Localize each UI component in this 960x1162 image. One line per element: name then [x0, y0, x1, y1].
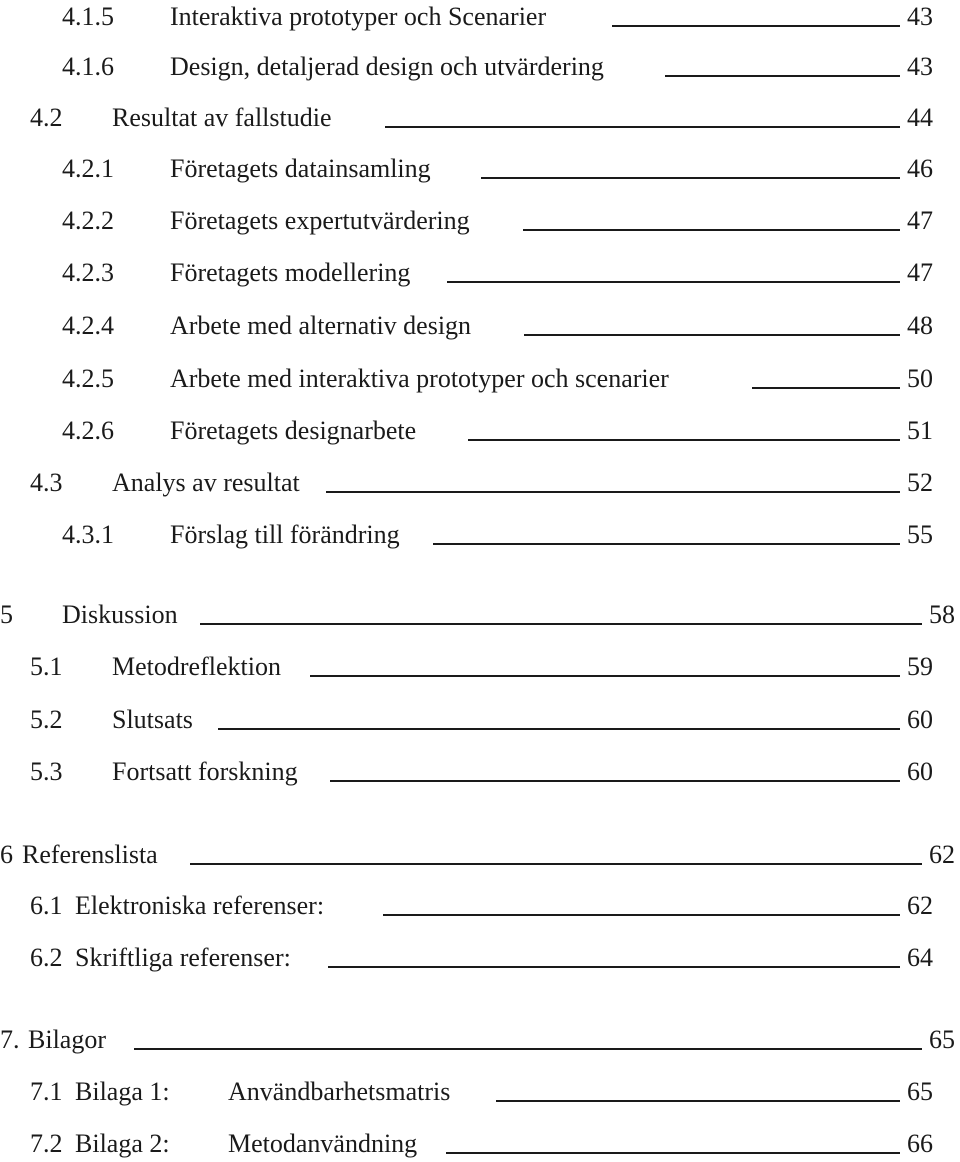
toc-entry-title: Design, detaljerad design och utvärdering — [170, 52, 604, 81]
toc-leader-line — [468, 439, 900, 441]
toc-leader-line — [218, 728, 900, 730]
toc-entry-number: 4.2 — [30, 103, 63, 132]
toc-entry-number: 5 — [0, 600, 13, 629]
toc-entry-title: Fortsatt forskning — [112, 757, 298, 786]
toc-entry-title: Företagets datainsamling — [170, 154, 431, 183]
toc-entry-number: 4.2.5 — [62, 364, 114, 393]
toc-entry-title: Bilaga 1: — [75, 1077, 170, 1106]
toc-leader-line — [328, 966, 900, 968]
toc-leader-line — [752, 387, 900, 389]
toc-entry-number: 7.2 — [30, 1129, 63, 1158]
toc-entry[interactable] — [0, 838, 960, 872]
toc-entry-number: 5.3 — [30, 757, 63, 786]
toc-entry[interactable] — [0, 362, 960, 396]
toc-entry-number: 4.2.3 — [62, 258, 114, 287]
toc-leader-line — [524, 334, 900, 336]
toc-entry-number: 6.2 — [30, 943, 63, 972]
toc-entry-page-number: 65 — [907, 1077, 933, 1106]
toc-leader-line — [310, 675, 900, 677]
toc-entry[interactable] — [0, 50, 960, 84]
toc-entry[interactable] — [0, 941, 960, 975]
toc-entry-number: 4.3.1 — [62, 520, 114, 549]
toc-entry[interactable] — [0, 755, 960, 789]
toc-entry-title: Analys av resultat — [112, 468, 300, 497]
toc-entry-number: 5.1 — [30, 652, 63, 681]
toc-leader-line — [330, 780, 900, 782]
toc-leader-line — [200, 623, 922, 625]
toc-entry-number: 4.2.6 — [62, 416, 114, 445]
toc-entry-page-number: 66 — [907, 1129, 933, 1158]
toc-entry-number: 4.1.5 — [62, 2, 114, 31]
toc-entry-page-number: 55 — [907, 520, 933, 549]
toc-leader-line — [447, 281, 900, 283]
toc-entry[interactable] — [0, 1023, 960, 1057]
toc-entry-title: Arbete med alternativ design — [170, 311, 472, 340]
toc-entry-title: Bilagor — [28, 1025, 106, 1054]
toc-entry-title: Diskussion — [62, 600, 178, 629]
toc-leader-line — [665, 75, 900, 77]
toc-entry-page-number: 46 — [907, 154, 933, 183]
toc-entry[interactable] — [0, 0, 960, 34]
toc-leader-line — [385, 126, 900, 128]
toc-entry-title: Företagets modellering — [170, 258, 411, 287]
toc-entry-title: Referenslista — [22, 840, 158, 869]
toc-entry-number: 6 — [0, 840, 13, 869]
toc-entry-page-number: 59 — [907, 652, 933, 681]
toc-leader-line — [433, 543, 900, 545]
toc-entry-page-number: 64 — [907, 943, 933, 972]
toc-entry[interactable] — [0, 466, 960, 500]
toc-entry-number: 4.3 — [30, 468, 63, 497]
toc-entry-title: Förslag till förändring — [170, 520, 400, 549]
toc-entry-page-number: 62 — [929, 840, 955, 869]
toc-entry-page-number: 44 — [907, 103, 933, 132]
toc-entry-title: Bilaga 2: — [75, 1129, 170, 1158]
toc-entry-title: Elektroniska referenser: — [75, 891, 325, 920]
toc-entry-title: Företagets designarbete — [170, 416, 417, 445]
toc-entry-title: Resultat av fallstudie — [112, 103, 332, 132]
toc-entry-number: 4.2.1 — [62, 154, 114, 183]
toc-entry-title: Skriftliga referenser: — [75, 943, 291, 972]
toc-entry[interactable] — [0, 309, 960, 343]
toc-entry[interactable] — [0, 598, 960, 632]
toc-entry[interactable] — [0, 101, 960, 135]
toc-entry-subtitle: Metodanvändning — [228, 1129, 418, 1158]
toc-leader-line — [496, 1100, 900, 1102]
toc-entry-page-number: 43 — [907, 2, 933, 31]
toc-entry-number: 6.1 — [30, 891, 63, 920]
toc-entry-number: 4.2.2 — [62, 206, 114, 235]
toc-leader-line — [446, 1152, 900, 1154]
toc-entry-page-number: 47 — [907, 206, 933, 235]
toc-entry[interactable] — [0, 414, 960, 448]
toc-entry[interactable] — [0, 703, 960, 737]
toc-entry[interactable] — [0, 1127, 960, 1161]
toc-leader-line — [190, 863, 922, 865]
toc-entry-title: Företagets expertutvärdering — [170, 206, 470, 235]
toc-entry-title: Metodreflektion — [112, 652, 281, 681]
toc-entry[interactable] — [0, 1075, 960, 1109]
toc-entry-page-number: 60 — [907, 757, 933, 786]
toc-entry-number: 4.2.4 — [62, 311, 114, 340]
toc-entry-page-number: 47 — [907, 258, 933, 287]
toc-entry[interactable] — [0, 152, 960, 186]
toc-entry-page-number: 58 — [929, 600, 955, 629]
toc-leader-line — [481, 177, 900, 179]
toc-leader-line — [612, 25, 900, 27]
toc-entry[interactable] — [0, 650, 960, 684]
toc-leader-line — [383, 914, 900, 916]
toc-entry-subtitle: Användbarhetsmatris — [228, 1077, 451, 1106]
toc-entry-number: 7.1 — [30, 1077, 63, 1106]
toc-entry-page-number: 48 — [907, 311, 933, 340]
toc-entry-page-number: 62 — [907, 891, 933, 920]
toc-entry[interactable] — [0, 518, 960, 552]
toc-entry-number: 5.2 — [30, 705, 63, 734]
toc-entry[interactable] — [0, 889, 960, 923]
toc-entry[interactable] — [0, 256, 960, 290]
toc-entry-title: Arbete med interaktiva prototyper och scenarier — [170, 364, 669, 393]
toc-entry-number: 7. — [0, 1025, 20, 1054]
toc-entry-page-number: 50 — [907, 364, 933, 393]
toc-leader-line — [326, 491, 900, 493]
toc-entry-page-number: 43 — [907, 52, 933, 81]
toc-entry-number: 4.1.6 — [62, 52, 114, 81]
toc-entry-page-number: 60 — [907, 705, 933, 734]
toc-entry-page-number: 52 — [907, 468, 933, 497]
toc-entry-title: Slutsats — [112, 705, 193, 734]
toc-entry-page-number: 65 — [929, 1025, 955, 1054]
toc-entry-title: Interaktiva prototyper och Scenarier — [170, 2, 547, 31]
toc-entry-page-number: 51 — [907, 416, 933, 445]
toc-entry[interactable] — [0, 204, 960, 238]
toc-leader-line — [134, 1048, 922, 1050]
toc-leader-line — [523, 229, 900, 231]
